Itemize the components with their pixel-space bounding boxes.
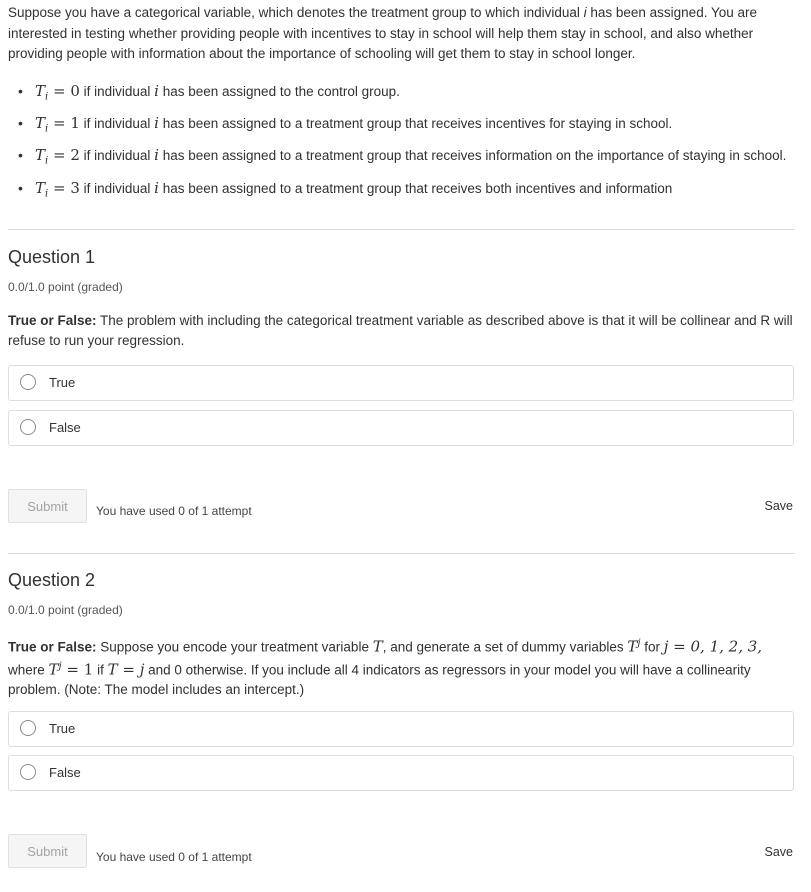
intro-paragraph: Suppose you have a categorical variable, which denotes the treatment group to which individual i has been assigned. You are interested in testing whether providing people with incentives to stay in school will help them stay in school, and also whether providing people with information about the importance of schooling will get them to stay in school longer. [8,5,758,61]
question-1-points: 0.0/1.0 point (graded) [8,280,123,294]
section-divider [8,553,795,554]
treatment-definitions-list [8,82,798,211]
q2-submit-button[interactable]: Submit [8,834,87,868]
radio-button[interactable] [20,764,36,780]
question-1-title: Question 1 [8,247,96,267]
option-label: True [49,375,76,390]
list-item: • $T_i = 0$ if individual i has been assigned to the control group. [8,82,798,107]
question-2-points: 0.0/1.0 point (graded) [8,603,123,617]
q1-attempts-text: You have used 0 of 1 attempt [96,504,252,518]
q1-submit-button[interactable]: Submit [8,489,87,523]
list-item: • $T_i = 1$ if individual i has been assigned to a treatment group that receives incentives for staying in school. [8,114,798,139]
radio-button[interactable] [20,720,36,736]
question-2-title: Question 2 [8,570,96,590]
q1-save-link[interactable]: Save [764,499,793,513]
section-divider [8,229,795,230]
radio-button[interactable] [20,374,36,390]
q2-option-false[interactable] [8,755,794,791]
list-item: • $T_i = 2$ if individual i has been assigned to a treatment group that receives information on the importance of staying in school. [8,146,798,171]
intro-var-i: i [583,5,587,20]
option-label: True [49,721,76,736]
q1-option-true[interactable] [8,365,794,401]
q2-option-true[interactable] [8,711,794,747]
q2-save-link[interactable]: Save [764,845,793,859]
option-label: False [49,420,81,435]
q1-option-false[interactable] [8,410,794,446]
option-label: False [49,765,81,780]
question-1-prompt: True or False: The problem with including the categorical treatment variable as described above is that it will be collinear and R will refuse to run your regression. [8,313,793,348]
list-item: • $T_i = 3$ if individual i has been assigned to a treatment group that receives both incentives and information [8,179,798,204]
radio-button[interactable] [20,419,36,435]
problem-intro [8,3,798,65]
q2-attempts-text: You have used 0 of 1 attempt [96,850,252,864]
question-2-prompt: True or False: Suppose you encode your treatment variable T, and generate a set of dummy variables $T^j$ for j = 0, 1, 2, 3, where $T^j = 1$ if T = j and 0 otherwise. If you include all 4 indicators as regressors in your model you will have a collinearity problem. (Note: The model includes an intercept.) [8,637,763,697]
